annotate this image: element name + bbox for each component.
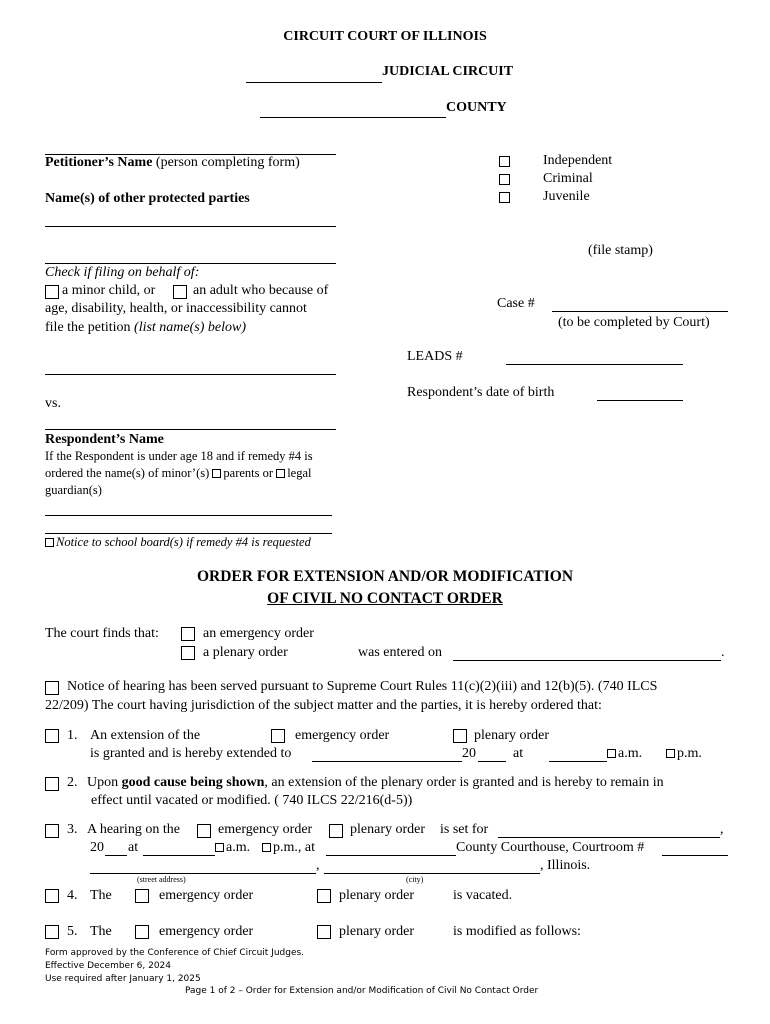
item1-pm: p.m. bbox=[666, 746, 702, 762]
item2-checkbox[interactable] bbox=[45, 777, 59, 791]
finds-label: The court finds that: bbox=[45, 626, 159, 641]
respondent-dob-field[interactable] bbox=[597, 400, 683, 401]
vs-label: vs. bbox=[45, 396, 61, 411]
item3-year: 20 bbox=[90, 840, 104, 855]
petitioner-label: Petitioner’s Name (person completing form) bbox=[45, 155, 300, 170]
item1-plenary-checkbox[interactable] bbox=[453, 729, 467, 743]
item4-plenary-label: plenary order bbox=[339, 888, 415, 903]
circuit-field[interactable] bbox=[246, 82, 382, 83]
item3-at: at bbox=[128, 840, 139, 855]
item3-emergency-label: emergency order bbox=[218, 822, 313, 837]
respondent-label: Respondent’s Name bbox=[45, 432, 164, 447]
item3-pm: p.m., at bbox=[262, 840, 315, 856]
item3-city-hint: (city) bbox=[406, 875, 424, 884]
item3-date-field[interactable] bbox=[498, 837, 720, 838]
minor-child-label: a minor child, or bbox=[62, 283, 156, 298]
item1-pm-checkbox[interactable] bbox=[666, 749, 675, 758]
item5-emergency-label: emergency order bbox=[159, 924, 254, 939]
criminal-checkbox[interactable] bbox=[499, 174, 510, 185]
adult-label: an adult who because of bbox=[193, 283, 329, 298]
respondent-note-2: ordered the name(s) of minor’(s) parents or legal bbox=[45, 466, 312, 480]
notice-line-1: Notice of hearing has been served pursuant to Supreme Court Rules 11(c)(2)(iii) and 12(b)(5). (740 ILCS bbox=[67, 679, 658, 694]
footer-required: Use required after January 1, 2025 bbox=[45, 974, 201, 984]
item4-number: 4. bbox=[67, 888, 78, 903]
footer-page: Page 1 of 2 – Order for Extension and/or Modification of Civil No Contact Order bbox=[185, 986, 539, 996]
item3-time-field[interactable] bbox=[143, 855, 215, 856]
item4-emergency-label: emergency order bbox=[159, 888, 254, 903]
item3-county-field[interactable] bbox=[326, 855, 456, 856]
item5-checkbox[interactable] bbox=[45, 925, 59, 939]
behalf-names-field[interactable] bbox=[45, 374, 336, 375]
item4-emergency-checkbox[interactable] bbox=[135, 889, 149, 903]
respondent-note-1: If the Respondent is under age 18 and if remedy #4 is bbox=[45, 449, 313, 463]
item3-number: 3. bbox=[67, 822, 78, 837]
item4-the: The bbox=[90, 888, 112, 903]
school-notice-checkbox[interactable] bbox=[45, 538, 54, 547]
item5-plenary-checkbox[interactable] bbox=[317, 925, 331, 939]
other-parties-field-1[interactable] bbox=[45, 226, 336, 227]
finds-emergency-label: an emergency order bbox=[203, 626, 314, 641]
case-number-hint: (to be completed by Court) bbox=[558, 315, 710, 330]
footer-approved: Form approved by the Conference of Chief Circuit Judges. bbox=[45, 948, 305, 958]
case-number-label: Case # bbox=[497, 296, 535, 311]
circuit-label: JUDICIAL CIRCUIT bbox=[382, 64, 514, 79]
item3-comma-2: , bbox=[316, 858, 320, 873]
behalf-label: Check if filing on behalf of: bbox=[45, 265, 200, 280]
adult-label-2: age, disability, health, or inaccessibility cannot bbox=[45, 301, 307, 316]
entered-period: . bbox=[721, 645, 725, 660]
item3-plenary-label: plenary order bbox=[350, 822, 426, 837]
item1-date-field[interactable] bbox=[312, 761, 462, 762]
juvenile-checkbox[interactable] bbox=[499, 192, 510, 203]
other-parties-field-2[interactable] bbox=[45, 263, 336, 264]
item3-am-checkbox[interactable] bbox=[215, 843, 224, 852]
guardian-field-2[interactable] bbox=[45, 533, 332, 534]
school-notice: Notice to school board(s) if remedy #4 is requested bbox=[45, 535, 311, 550]
adult-label-3: file the petition (list name(s) below) bbox=[45, 320, 247, 335]
item2-text: Upon good cause being shown, an extension of the plenary order is granted and is hereby to remain in bbox=[87, 775, 664, 790]
item3-illinois: , Illinois. bbox=[540, 858, 591, 873]
item1-number: 1. bbox=[67, 728, 78, 743]
item3-checkbox[interactable] bbox=[45, 824, 59, 838]
file-stamp: (file stamp) bbox=[588, 243, 653, 258]
item3-street-hint: (street address) bbox=[137, 875, 186, 884]
item5-plenary-label: plenary order bbox=[339, 924, 415, 939]
item3-courthouse: County Courthouse, Courtroom # bbox=[456, 840, 645, 855]
parents-checkbox[interactable] bbox=[212, 469, 221, 478]
juvenile-label: Juvenile bbox=[543, 189, 590, 204]
item1-at: at bbox=[513, 746, 524, 761]
item1-year-field[interactable] bbox=[478, 761, 506, 762]
order-title-2: OF CIVIL NO CONTACT ORDER bbox=[267, 590, 503, 607]
entered-label: was entered on bbox=[358, 645, 442, 660]
item3-courtroom-field[interactable] bbox=[662, 855, 728, 856]
order-title-1: ORDER FOR EXTENSION AND/OR MODIFICATION bbox=[196, 568, 574, 585]
county-label: COUNTY bbox=[446, 100, 507, 115]
item3-comma: , bbox=[720, 822, 724, 837]
item2-line2: effect until vacated or modified. ( 740 ILCS 22/216(d-5)) bbox=[91, 793, 413, 808]
legal-guardian-checkbox[interactable] bbox=[276, 469, 285, 478]
item1-time-field[interactable] bbox=[549, 761, 607, 762]
footer-effective: Effective December 6, 2024 bbox=[45, 961, 172, 971]
criminal-label: Criminal bbox=[543, 171, 593, 186]
item1-emergency-label: emergency order bbox=[295, 728, 390, 743]
item1-emergency-checkbox[interactable] bbox=[271, 729, 285, 743]
item3-plenary-checkbox[interactable] bbox=[329, 824, 343, 838]
item5-the: The bbox=[90, 924, 112, 939]
item1-plenary-label: plenary order bbox=[474, 728, 550, 743]
item1-checkbox[interactable] bbox=[45, 729, 59, 743]
item1-am: a.m. bbox=[607, 746, 642, 762]
respondent-name-field[interactable] bbox=[45, 429, 336, 430]
guardian-field-1[interactable] bbox=[45, 515, 332, 516]
finds-plenary-label: a plenary order bbox=[203, 645, 288, 660]
item5-number: 5. bbox=[67, 924, 78, 939]
notice-line-2: 22/209) The court having jurisdiction of the subject matter and the parties, it is hereby ordered that: bbox=[45, 698, 602, 713]
entered-date-field[interactable] bbox=[453, 660, 721, 661]
adult-checkbox[interactable] bbox=[173, 285, 187, 299]
finds-plenary-checkbox[interactable] bbox=[181, 646, 195, 660]
item1-am-checkbox[interactable] bbox=[607, 749, 616, 758]
item1-line2: is granted and is hereby extended to bbox=[90, 746, 292, 761]
county-field[interactable] bbox=[260, 117, 446, 118]
leads-label: LEADS # bbox=[407, 349, 463, 364]
item3-am: a.m. bbox=[215, 840, 250, 856]
other-parties-label: Name(s) of other protected parties bbox=[45, 191, 250, 206]
minor-child-checkbox[interactable] bbox=[45, 285, 59, 299]
item5-emergency-checkbox[interactable] bbox=[135, 925, 149, 939]
item3-pm-checkbox[interactable] bbox=[262, 843, 271, 852]
court-title: CIRCUIT COURT OF ILLINOIS bbox=[283, 29, 487, 44]
item3-city-field[interactable] bbox=[324, 873, 540, 874]
item2-number: 2. bbox=[67, 775, 78, 790]
notice-checkbox[interactable] bbox=[45, 681, 59, 695]
case-number-field[interactable] bbox=[552, 311, 728, 312]
independent-label: Independent bbox=[543, 153, 613, 168]
item5-action: is modified as follows: bbox=[453, 924, 581, 939]
item3-year-field[interactable] bbox=[105, 855, 127, 856]
finds-emergency-checkbox[interactable] bbox=[181, 627, 195, 641]
respondent-dob-label: Respondent’s date of birth bbox=[407, 385, 555, 400]
item3-emergency-checkbox[interactable] bbox=[197, 824, 211, 838]
item4-action: is vacated. bbox=[453, 888, 513, 903]
item4-plenary-checkbox[interactable] bbox=[317, 889, 331, 903]
item3-street-field[interactable] bbox=[90, 873, 316, 874]
item4-checkbox[interactable] bbox=[45, 889, 59, 903]
independent-checkbox[interactable] bbox=[499, 156, 510, 167]
respondent-note-3: guardian(s) bbox=[45, 483, 102, 497]
item1-year: 20 bbox=[462, 746, 476, 761]
item3-text: A hearing on the bbox=[87, 822, 180, 837]
leads-field[interactable] bbox=[506, 364, 683, 365]
item1-text: An extension of the bbox=[90, 728, 201, 743]
item3-set-for: is set for bbox=[440, 822, 489, 837]
